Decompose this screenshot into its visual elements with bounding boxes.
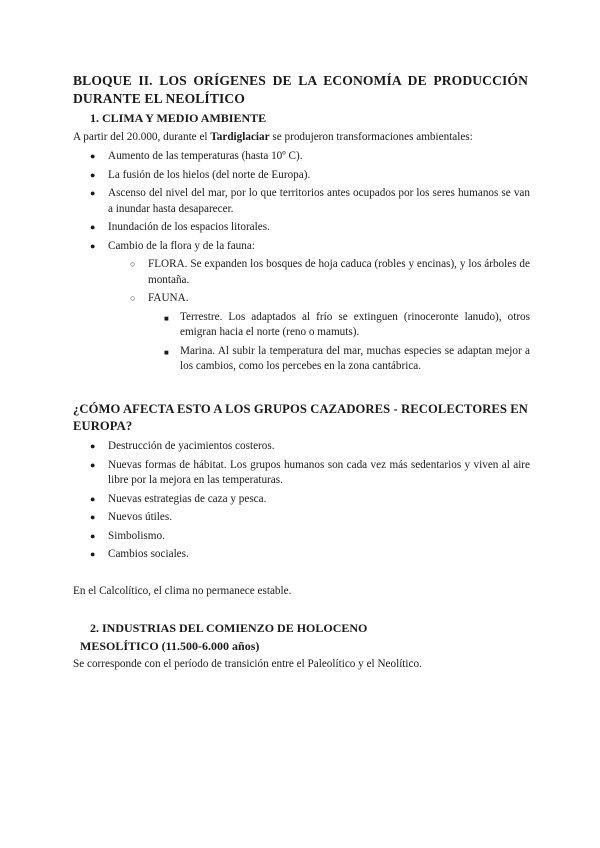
bullet-icon: ● xyxy=(90,441,96,451)
bullet-icon: ● xyxy=(90,240,96,251)
question-heading xyxy=(73,401,528,435)
list-item: ○ FAUNA. ■ Terrestre. Los adaptados al frío se extinguen (rinoceronte lanudo), otros emigran hacia el norte (reno o mamuts). ■ Marina. Al subir la temperatura del mar, muchas especies se adaptan mejor a los cambios, como los percebes en la zona cantábrica. xyxy=(130,291,530,375)
square-bullet-icon: ■ xyxy=(164,313,169,323)
flora-fauna-sublist xyxy=(130,257,530,375)
question-list xyxy=(90,439,530,566)
bullet-icon: ● xyxy=(90,549,96,559)
list-item: ● Ascenso del nivel del mar, por lo que territorios antes ocupados por los seres humanos se van a inundar hasta desaparecer. xyxy=(90,187,530,215)
list-item: ● Destrucción de yacimientos costeros. xyxy=(90,439,530,455)
section-2-heading-line-2: MESOLÍTICO (11.500-6.000 años) xyxy=(80,639,260,653)
list-item: ○ FLORA. Se expanden los bosques de hoja caduca (robles y encinas), y los árboles de montaña. xyxy=(130,258,530,286)
list-item: ● Aumento de las temperaturas (hasta 10º C). xyxy=(90,149,530,165)
list-item: ● La fusión de los hielos (del norte de Europa). xyxy=(90,168,530,184)
list-item: ● Nuevas estrategias de caza y pesca. xyxy=(90,492,530,508)
document-title xyxy=(73,72,528,108)
intro-text-after: se produjeron transformaciones ambientales: xyxy=(269,131,473,143)
list-item: ■ Marina. Al subir la temperatura del mar, muchas especies se adaptan mejor a los cambios, como los percebes en la zona cantábrica. xyxy=(164,344,530,372)
bullet-icon: ● xyxy=(90,530,96,541)
list-item: ● Inundación de los espacios litorales. xyxy=(90,220,530,236)
title-line-2: DURANTE EL NEOLÍTICO xyxy=(73,91,245,106)
bullet-icon: ● xyxy=(90,169,96,180)
calcolitico-paragraph: En el Calcolítico, el clima no permanece estable. xyxy=(73,585,292,597)
intro-bold-term: Tardiglaciar xyxy=(210,131,270,143)
hollow-bullet-icon: ○ xyxy=(130,259,136,269)
question-heading-line-2: EUROPA? xyxy=(73,419,133,433)
intro-text-before: A partir del 20.000, durante el xyxy=(73,131,211,143)
list-item: ● Cambios sociales. xyxy=(90,547,530,563)
bullet-icon: ● xyxy=(90,151,96,161)
question-heading-line-1: ¿CÓMO AFECTA ESTO A LOS GRUPOS CAZADORES - RECOLECTORES EN xyxy=(73,402,528,416)
list-item: ● Nuevos útiles. xyxy=(90,510,530,526)
list-item: ● Simbolismo. xyxy=(90,529,530,545)
list-item: ■ Terrestre. Los adaptados al frío se extinguen (rinoceronte lanudo), otros emigran hacia el norte (reno o mamuts). xyxy=(164,310,530,338)
title-line-1: BLOQUE II. LOS ORÍGENES DE LA ECONOMÍA DE PRODUCCIÓN xyxy=(73,73,528,88)
bullet-icon: ● xyxy=(90,493,96,504)
bullet-icon: ● xyxy=(90,188,96,198)
square-bullet-icon: ■ xyxy=(164,347,169,357)
section-2-text: Se corresponde con el período de transición entre el Paleolítico y el Neolítico. xyxy=(73,658,422,670)
section-1-heading: 1. CLIMA Y MEDIO AMBIENTE xyxy=(90,111,267,125)
fauna-sublist xyxy=(162,310,530,375)
section-1-intro xyxy=(73,130,533,145)
list-item: ● Nuevas formas de hábitat. Los grupos humanos son cada vez más sedentarios y viven al aire libre por la mejora en las temperaturas. xyxy=(90,458,530,486)
section-2-heading-line-1: 2. INDUSTRIAS DEL COMIENZO DE HOLOCENO xyxy=(90,621,368,635)
hollow-bullet-icon: ○ xyxy=(130,293,136,303)
bullet-icon: ● xyxy=(90,222,96,232)
bullet-icon: ● xyxy=(90,512,96,522)
section-1-list xyxy=(90,149,530,378)
list-item: ● Cambio de la flora y de la fauna: ○ FLORA. Se expanden los bosques de hoja caduca (robles y encinas), y los árboles de montaña. ○ FAUNA. ■ Terrestre. Los adaptados al frío se extinguen (rinoceronte lanudo), otros emigran hacia el norte (reno o mamuts). ■ Marina. Al subir la temperatura del mar, muchas especies se adaptan mejor a los cambios, como los percebes en la zona cantábrica. xyxy=(90,239,530,375)
bullet-icon: ● xyxy=(90,459,96,470)
